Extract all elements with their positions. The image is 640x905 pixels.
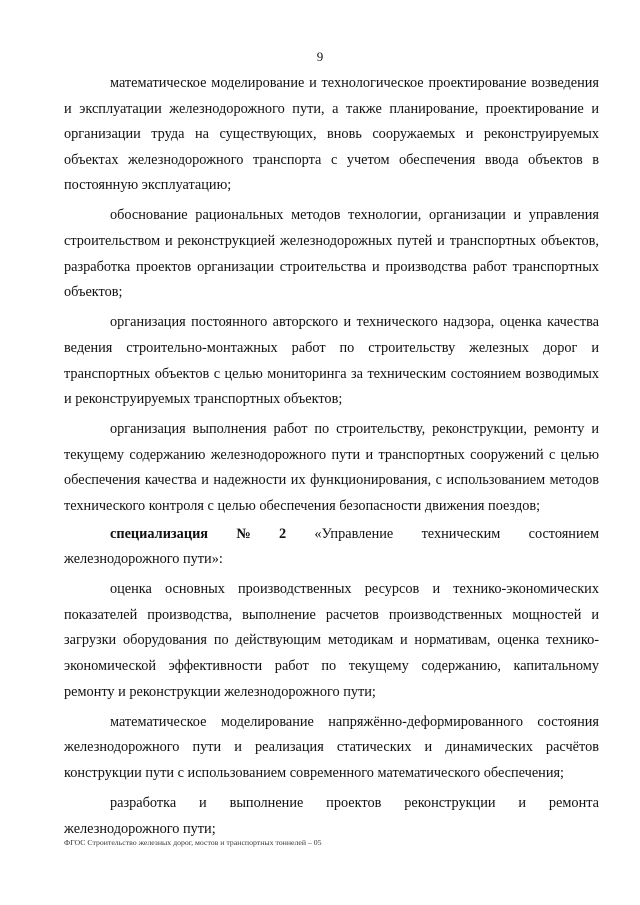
footer-text: ФГОС Строительство железных дорог, мостов и транспортных тоннелей – 05	[64, 838, 322, 847]
paragraph-supervision: организация постоянного авторского и технического надзора, оценка качества ведения строительно-монтажных работ по строительству железных дорог и транспортных объектов с целью мониторинга за техническим состоянием возводимых и реконструируемых транспортных объектов;	[64, 314, 599, 408]
specialization-label: специализация	[110, 525, 209, 542]
specialization-number-sign: №	[236, 525, 251, 542]
specialization-number: 2	[278, 525, 287, 542]
specialization-title-word3: состоянием	[528, 525, 599, 542]
paragraph-justification: обоснование рациональных методов технологии, организации и управления строительством и реконструкцией железнодорожных путей и транспортных объектов, разработка проектов организации строительства и производства работ транспортных объектов;	[64, 207, 599, 301]
specialization-title-start: «Управление	[314, 525, 394, 542]
document-body	[64, 71, 599, 847]
specialization-title-word2: техническим	[421, 525, 501, 542]
paragraph-resource-assessment: оценка основных производственных ресурсов и технико-экономических показателей производства, выполнение расчетов производственных мощностей и загрузки оборудования по действующим методикам и нормативам, оценка технико-экономической эффективности работ по текущему содержанию, капитальному ремонту и реконструкции железнодорожного пути;	[64, 581, 599, 700]
specialization-title-end: железнодорожного пути»:	[64, 551, 223, 568]
paragraph-organization: организация выполнения работ по строительству, реконструкции, ремонту и текущему содержанию железнодорожного пути и транспортных сооружений с целью обеспечения качества и надежности их функционирования, с использованием методов технического контроля с целью обеспечения безопасности движения поездов;	[64, 421, 599, 514]
page-number: 9	[316, 49, 324, 64]
paragraph-modeling: математическое моделирование и технологическое проектирование возведения и эксплуатации железнодорожного пути, а также планирование, проектирование и организации труда на существующих, вновь сооружаемых и реконструируемых объектах железнодорожного транспорта с учетом обеспечения ввода объектов в постоянную эксплуатацию;	[64, 75, 599, 194]
specialization-heading	[64, 522, 599, 548]
paragraph-stress-modeling: математическое моделирование напряжённо-деформированного состояния железнодорожного пути и реализация статических и динамических расчётов конструкции пути с использованием современного математического обеспечения;	[64, 713, 599, 781]
paragraph-project-development: разработка и выполнение проектов реконструкции и ремонта железнодорожного пути;	[64, 795, 599, 837]
